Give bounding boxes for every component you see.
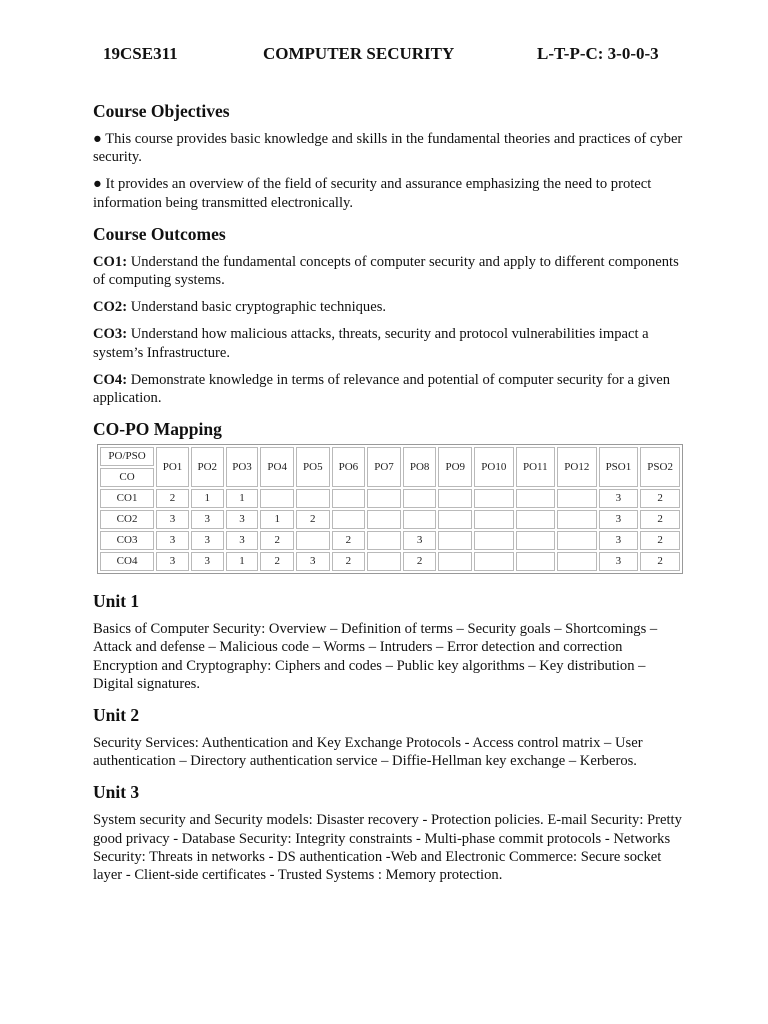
table-cell: 3 [191, 531, 224, 550]
table-row [100, 531, 680, 550]
table-cell [516, 489, 555, 508]
outcome-label: CO4: [93, 371, 128, 388]
table-column-header: PO4 [260, 447, 294, 487]
unit-heading: Unit 2 [93, 705, 140, 726]
table-cell [438, 510, 472, 529]
table-cell [557, 510, 597, 529]
table-cell: 2 [640, 510, 680, 529]
table-row-label: CO4 [100, 552, 154, 571]
table-cell: 2 [260, 531, 294, 550]
outcome-label: CO3: [93, 326, 128, 343]
outcome-label: CO1: [93, 253, 128, 270]
objectives-heading: Course Objectives [93, 101, 230, 121]
objective-item: ● This course provides basic knowledge and skills in the fundamental theories and practices of cyber security. [93, 131, 683, 166]
outcome-item [93, 325, 683, 361]
table-column-header: PO2 [191, 447, 224, 487]
table-row [100, 510, 680, 529]
table-cell: 3 [226, 531, 259, 550]
document-body [93, 98, 683, 893]
table-column-header: PO3 [226, 447, 259, 487]
table-cell: 3 [599, 552, 639, 571]
table-cell: 3 [156, 531, 189, 550]
table-cell: 3 [599, 531, 639, 550]
table-column-header: PO9 [438, 447, 472, 487]
table-cell [557, 489, 597, 508]
outcome-item [93, 253, 683, 289]
table-cell: 1 [226, 489, 259, 508]
table-corner-co: CO [100, 468, 154, 487]
table-cell [332, 510, 366, 529]
unit-text: System security and Security models: Disaster recovery - Protection policies. E-mail Security: Pretty good privacy - Database Security: Integrity constraints - Multi-phase commit protocols - Networks Security: Threats in networks - DS authentication -Web and Electronic Commerce: Secure socket layer - Client-side certificates - Trusted Systems : Memory protection. [93, 812, 682, 884]
table-cell: 2 [640, 552, 680, 571]
table-column-header: PSO1 [599, 447, 639, 487]
outcomes-heading: Course Outcomes [93, 223, 226, 244]
table-cell: 1 [260, 510, 294, 529]
table-row-label: CO3 [100, 531, 154, 550]
table-cell [557, 552, 597, 571]
table-cell: 1 [191, 489, 224, 508]
table-corner-po-pso: PO/PSO [100, 447, 154, 466]
course-title: COMPUTER SECURITY [263, 44, 455, 63]
table-header-row [100, 447, 680, 466]
table-cell [367, 489, 401, 508]
table-cell [557, 531, 597, 550]
table-cell [516, 510, 555, 529]
table-cell: 3 [403, 531, 437, 550]
table-column-header: PO12 [557, 447, 597, 487]
table-cell [367, 552, 401, 571]
table-column-header: PO1 [156, 447, 189, 487]
table-cell: 2 [156, 489, 189, 508]
table-row [100, 489, 680, 508]
table-cell: 3 [191, 552, 224, 571]
table-column-header: PSO2 [640, 447, 680, 487]
table-cell: 3 [599, 489, 639, 508]
table-cell: 2 [260, 552, 294, 571]
outcome-text: Understand how malicious attacks, threats, security and protocol vulnerabilities impact a system’s Infrastructure. [93, 326, 649, 361]
table-cell [403, 510, 437, 529]
objective-item: ● It provides an overview of the field of security and assurance emphasizing the need to protect information being transmitted electronically. [93, 176, 652, 211]
table-cell [296, 531, 330, 550]
table-cell: 3 [226, 510, 259, 529]
table-column-header: PO8 [403, 447, 437, 487]
outcome-item [93, 371, 683, 407]
outcome-text: Understand basic cryptographic techniques. [127, 299, 387, 316]
copo-table-wrap [93, 444, 683, 574]
table-cell: 2 [640, 531, 680, 550]
unit-text: Security Services: Authentication and Key Exchange Protocols - Access control matrix – User authentication – Directory authentication service – Diffie-Hellman key exchange – Kerberos. [93, 735, 643, 770]
table-row-label: CO2 [100, 510, 154, 529]
course-code: 19CSE311 [103, 44, 178, 63]
table-cell: 2 [640, 489, 680, 508]
unit-text: Basics of Computer Security: Overview – Definition of terms – Security goals – Shortcomings – Attack and defense – Malicious code – Worms – Intruders – Error detection and correction Encryption and Cryptography: Ciphers and codes – Public key algorithms – Key distribution – Digital signatures. [93, 621, 658, 692]
mapping-heading: CO-PO Mapping [93, 419, 222, 440]
course-ltpc: L-T-P-C: 3-0-0-3 [537, 44, 659, 63]
table-cell [474, 552, 514, 571]
table-cell [516, 552, 555, 571]
table-cell [474, 489, 514, 508]
table-cell: 3 [156, 510, 189, 529]
table-cell: 2 [403, 552, 437, 571]
table-cell: 2 [296, 510, 330, 529]
table-column-header: PO10 [474, 447, 514, 487]
outcome-text: Understand the fundamental concepts of computer security and apply to different components of computing systems. [93, 253, 679, 289]
table-cell [260, 489, 294, 508]
table-cell [438, 531, 472, 550]
table-cell [296, 489, 330, 508]
copo-mapping-table [97, 444, 683, 574]
table-cell: 3 [599, 510, 639, 529]
table-cell: 3 [296, 552, 330, 571]
table-column-header: PO7 [367, 447, 401, 487]
unit-heading: Unit 3 [93, 782, 140, 803]
table-cell [474, 510, 514, 529]
outcome-label: CO2: [93, 299, 128, 316]
table-cell [367, 531, 401, 550]
outcome-text: Demonstrate knowledge in terms of relevance and potential of computer security for a given application. [93, 371, 671, 407]
table-cell [367, 510, 401, 529]
table-cell: 3 [156, 552, 189, 571]
table-cell [403, 489, 437, 508]
outcome-item [93, 298, 683, 316]
table-cell [516, 531, 555, 550]
table-cell [438, 552, 472, 571]
table-row [100, 552, 680, 571]
table-column-header: PO11 [516, 447, 555, 487]
table-cell [438, 489, 472, 508]
table-cell: 1 [226, 552, 259, 571]
table-cell: 2 [332, 531, 366, 550]
table-cell: 2 [332, 552, 366, 571]
table-column-header: PO6 [332, 447, 366, 487]
table-cell: 3 [191, 510, 224, 529]
table-row-label: CO1 [100, 489, 154, 508]
table-cell [332, 489, 366, 508]
unit-heading: Unit 1 [93, 591, 140, 612]
table-cell [474, 531, 514, 550]
table-column-header: PO5 [296, 447, 330, 487]
